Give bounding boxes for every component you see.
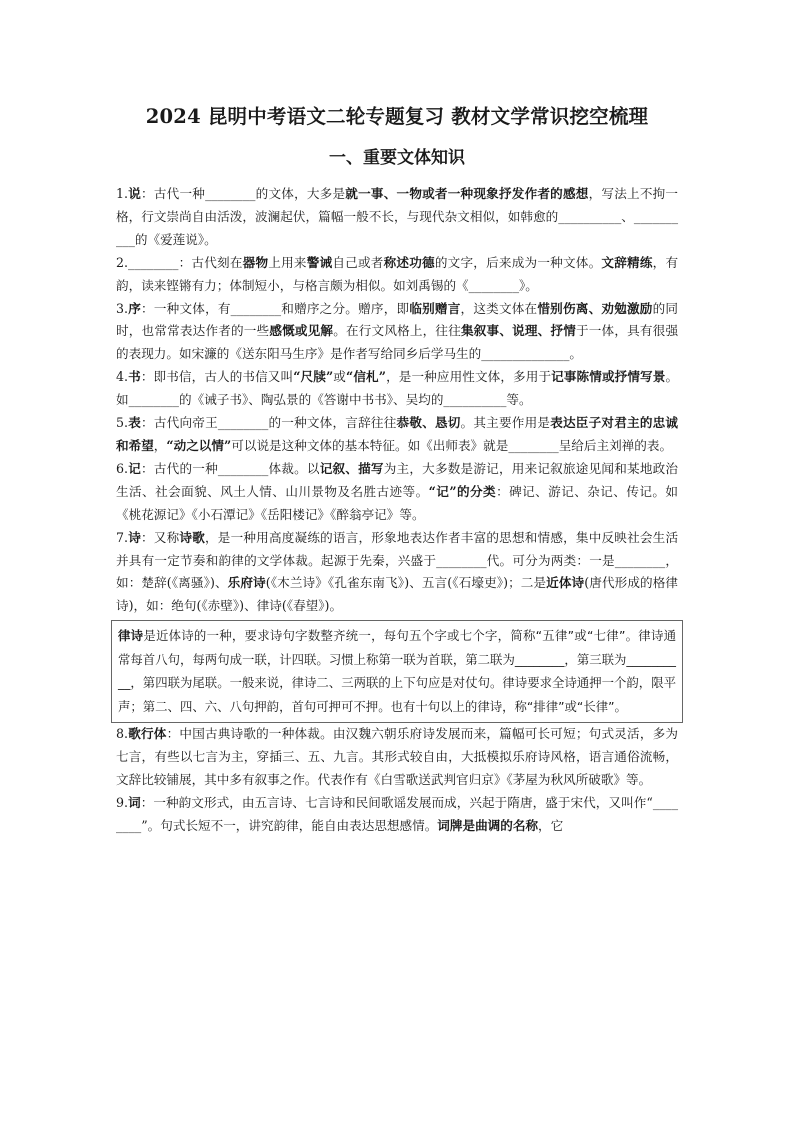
bold-text-run: 恭敬、恳切 <box>396 415 461 431</box>
bold-text-run: 诗 <box>128 529 142 545</box>
text-run: ：碑记、游记、杂记、传记。如《桃花源记》《小石潭记》《岳阳楼记》《醉翁亭记》等。 <box>116 483 679 522</box>
bold-text-run: 集叙事、说理、抒情 <box>461 323 576 339</box>
text-run: 的文字，后来成为一种文体。 <box>434 254 602 270</box>
text-run: ，它 <box>538 817 564 833</box>
text-run: (唐代形成的格律诗)，如：绝句(《赤壁》)、律诗(《春望》)。 <box>116 575 679 614</box>
bold-text-run: 乐府诗 <box>227 575 266 591</box>
text-run: 的同时，也常常表达作者的一些 <box>116 300 679 339</box>
bold-text-run: 歌行体 <box>128 726 167 742</box>
bold-text-run: 就一事、一物或者一种现象抒发作者的感想 <box>345 186 589 201</box>
bold-text-run: 说 <box>128 186 142 201</box>
text-run: 6. <box>116 460 129 476</box>
paragraph-group-2 <box>116 723 678 838</box>
text-run: 于一体，具有很强的表现力。如宋濂的《送东阳马生序》是作者写给同乡后学马生的______________。 <box>116 323 679 362</box>
text-run: ，有韵，读来铿锵有力；体制短小，与格言颇为相似。如刘禹锡的《________》。 <box>116 254 679 293</box>
text-run: ，这类文体在 <box>460 300 538 316</box>
paragraph-2 <box>116 252 678 298</box>
text-run: ， <box>153 437 167 453</box>
paragraph-4 <box>116 366 678 412</box>
bold-text-run: 器物 <box>242 254 269 270</box>
bold-text-run: 记 <box>128 460 142 476</box>
bold-text-run: 表 <box>128 415 142 431</box>
text-run: 1. <box>116 186 129 201</box>
text-run: ：古代的一种________体裁。以 <box>141 460 320 476</box>
text-run: 5. <box>116 415 129 431</box>
bold-text-run: 词 <box>128 794 141 810</box>
text-run: 或 <box>333 369 346 385</box>
text-run: 3. <box>116 300 129 316</box>
bold-text-run: “尺牍” <box>293 369 334 385</box>
bold-text-run: 序 <box>128 300 142 316</box>
bold-text-run: 感慨或见解 <box>269 323 334 339</box>
paragraph-8 <box>116 723 678 792</box>
text-run: ，写法上不拘一格，行文崇尚自由活泼，波澜起伏，篇幅一般不长，与现代杂文相似，如韩愈的__________、__________的《爱莲说》。 <box>116 186 679 247</box>
text-run: 8. <box>116 726 129 742</box>
document-title: 2024 昆明中考语文二轮专题复习 教材文学常识挖空梳理 <box>145 105 649 128</box>
bold-text-run: 记叙、描写 <box>319 460 384 476</box>
bold-text-run: “信札” <box>346 369 386 385</box>
bold-text-run: 称述功德 <box>383 254 435 270</box>
text-run: 2.________：古代刻在 <box>116 254 243 270</box>
paragraph-group-1 <box>116 183 678 618</box>
paragraph-7 <box>116 527 678 619</box>
text-run: 是近体诗的一种，要求诗句字数整齐统一，每句五个字或七个字，简称“五律”或“七律”。律诗通常每首八句，每两句成一联，计四联。习惯上称第一联为首联，第二联为________，第三联为__________，第四联为尾联。一般来说，律诗二、三两联的上下句应是对仗句。律诗要求全诗通押一个韵，限平声；第二、四、六、八句押韵，首句可押可不押。也有十句以上的律诗，称“排律”或“长律”。 <box>118 628 676 714</box>
bold-text-run: 警诫 <box>306 254 333 270</box>
text-run: ，是一种用高度凝练的语言，形象地表达作者丰富的思想和情感，集中反映社会生活并具有一定节奏和韵律的文学体裁。起源于先秦，兴盛于________代。可分为两类：一是________，如：楚辞(《离骚》)、 <box>116 529 679 591</box>
bold-text-run: 诗歌 <box>179 529 205 545</box>
text-run: ：中国古典诗歌的一种体裁。由汉魏六朝乐府诗发展而来，篇幅可长可短；句式灵活，多为七言，有些以七言为主，穿插三、五、九言。其形式较自由，大抵模拟乐府诗风格，语言通俗流畅，文辞比较铺展，其中多有叙事之作。代表作有《白雪歌送武判官归京》《茅屋为秋风所破歌》等。 <box>116 726 679 788</box>
text-run: ：古代向帝王________的一种文体，言辞往往 <box>141 415 397 431</box>
bold-text-run: 律诗 <box>118 628 144 644</box>
text-run: ：一种韵文形式，由五言诗、七言诗和民间歌谣发展而成，兴起于隋唐，盛于宋代，又叫作“________”。句式长短不一，讲究韵律，能自由表达思想感情。 <box>116 794 679 833</box>
paragraph-3 <box>116 298 678 367</box>
bold-text-run: 记事陈情或抒情写景 <box>551 369 666 385</box>
text-run: ：即书信，古人的书信又叫 <box>140 369 294 385</box>
bold-text-run: “动之以情” <box>166 437 232 453</box>
paragraph-5 <box>116 412 678 458</box>
document-body <box>116 183 678 838</box>
text-run: 。如________的《诫子书》、陶弘景的《答谢中书书》、吴均的__________等。 <box>116 369 679 408</box>
note-box-lvshi <box>111 620 683 723</box>
paragraph-1 <box>116 183 678 252</box>
bold-text-run: 临别赠言 <box>409 300 461 316</box>
bold-text-run: 惜别伤离、劝勉激励 <box>537 300 653 316</box>
paragraph-9 <box>116 792 678 838</box>
text-run: 上用来 <box>268 254 307 270</box>
bold-text-run: 词牌是曲调的名称 <box>437 817 539 833</box>
text-run: 7. <box>116 529 129 545</box>
text-run: (《木兰诗》《孔雀东南飞》)、五言(《石壕吏》)；二是 <box>265 575 547 591</box>
text-run: ：一种文体，有________和赠序之分。赠序，即 <box>141 300 410 316</box>
text-run: 自己或者 <box>332 254 384 270</box>
text-run: 。在行文风格上，往往 <box>333 323 461 339</box>
text-run: ：又称 <box>141 529 180 545</box>
text-run: ，是一种应用性文体，多用于 <box>385 369 552 385</box>
bold-text-run: “记”的分类 <box>428 483 497 499</box>
text-run: 4. <box>116 369 129 385</box>
paragraph-6 <box>116 458 678 527</box>
text-run: ：古代一种________的文体，大多是 <box>141 186 346 201</box>
bold-text-run: 文辞精练 <box>601 254 653 270</box>
text-run: 为主，大多数是游记，用来记叙旅途见闻和某地政治生活、社会面貌、风土人情、山川景物及名胜古迹等。 <box>116 460 679 499</box>
section-heading: 一、重要文体知识 <box>329 148 465 168</box>
bold-text-run: 书 <box>128 369 141 385</box>
text-run: 。其主要作用是 <box>460 415 551 431</box>
text-run: 9. <box>116 794 129 810</box>
bold-text-run: 表达臣子对君主的忠诚和希望 <box>116 415 679 453</box>
text-run: 可以说是这种文体的基本特征。如《出师表》就是________呈给后主刘禅的表。 <box>231 437 673 453</box>
bold-text-run: 近体诗 <box>546 575 585 591</box>
